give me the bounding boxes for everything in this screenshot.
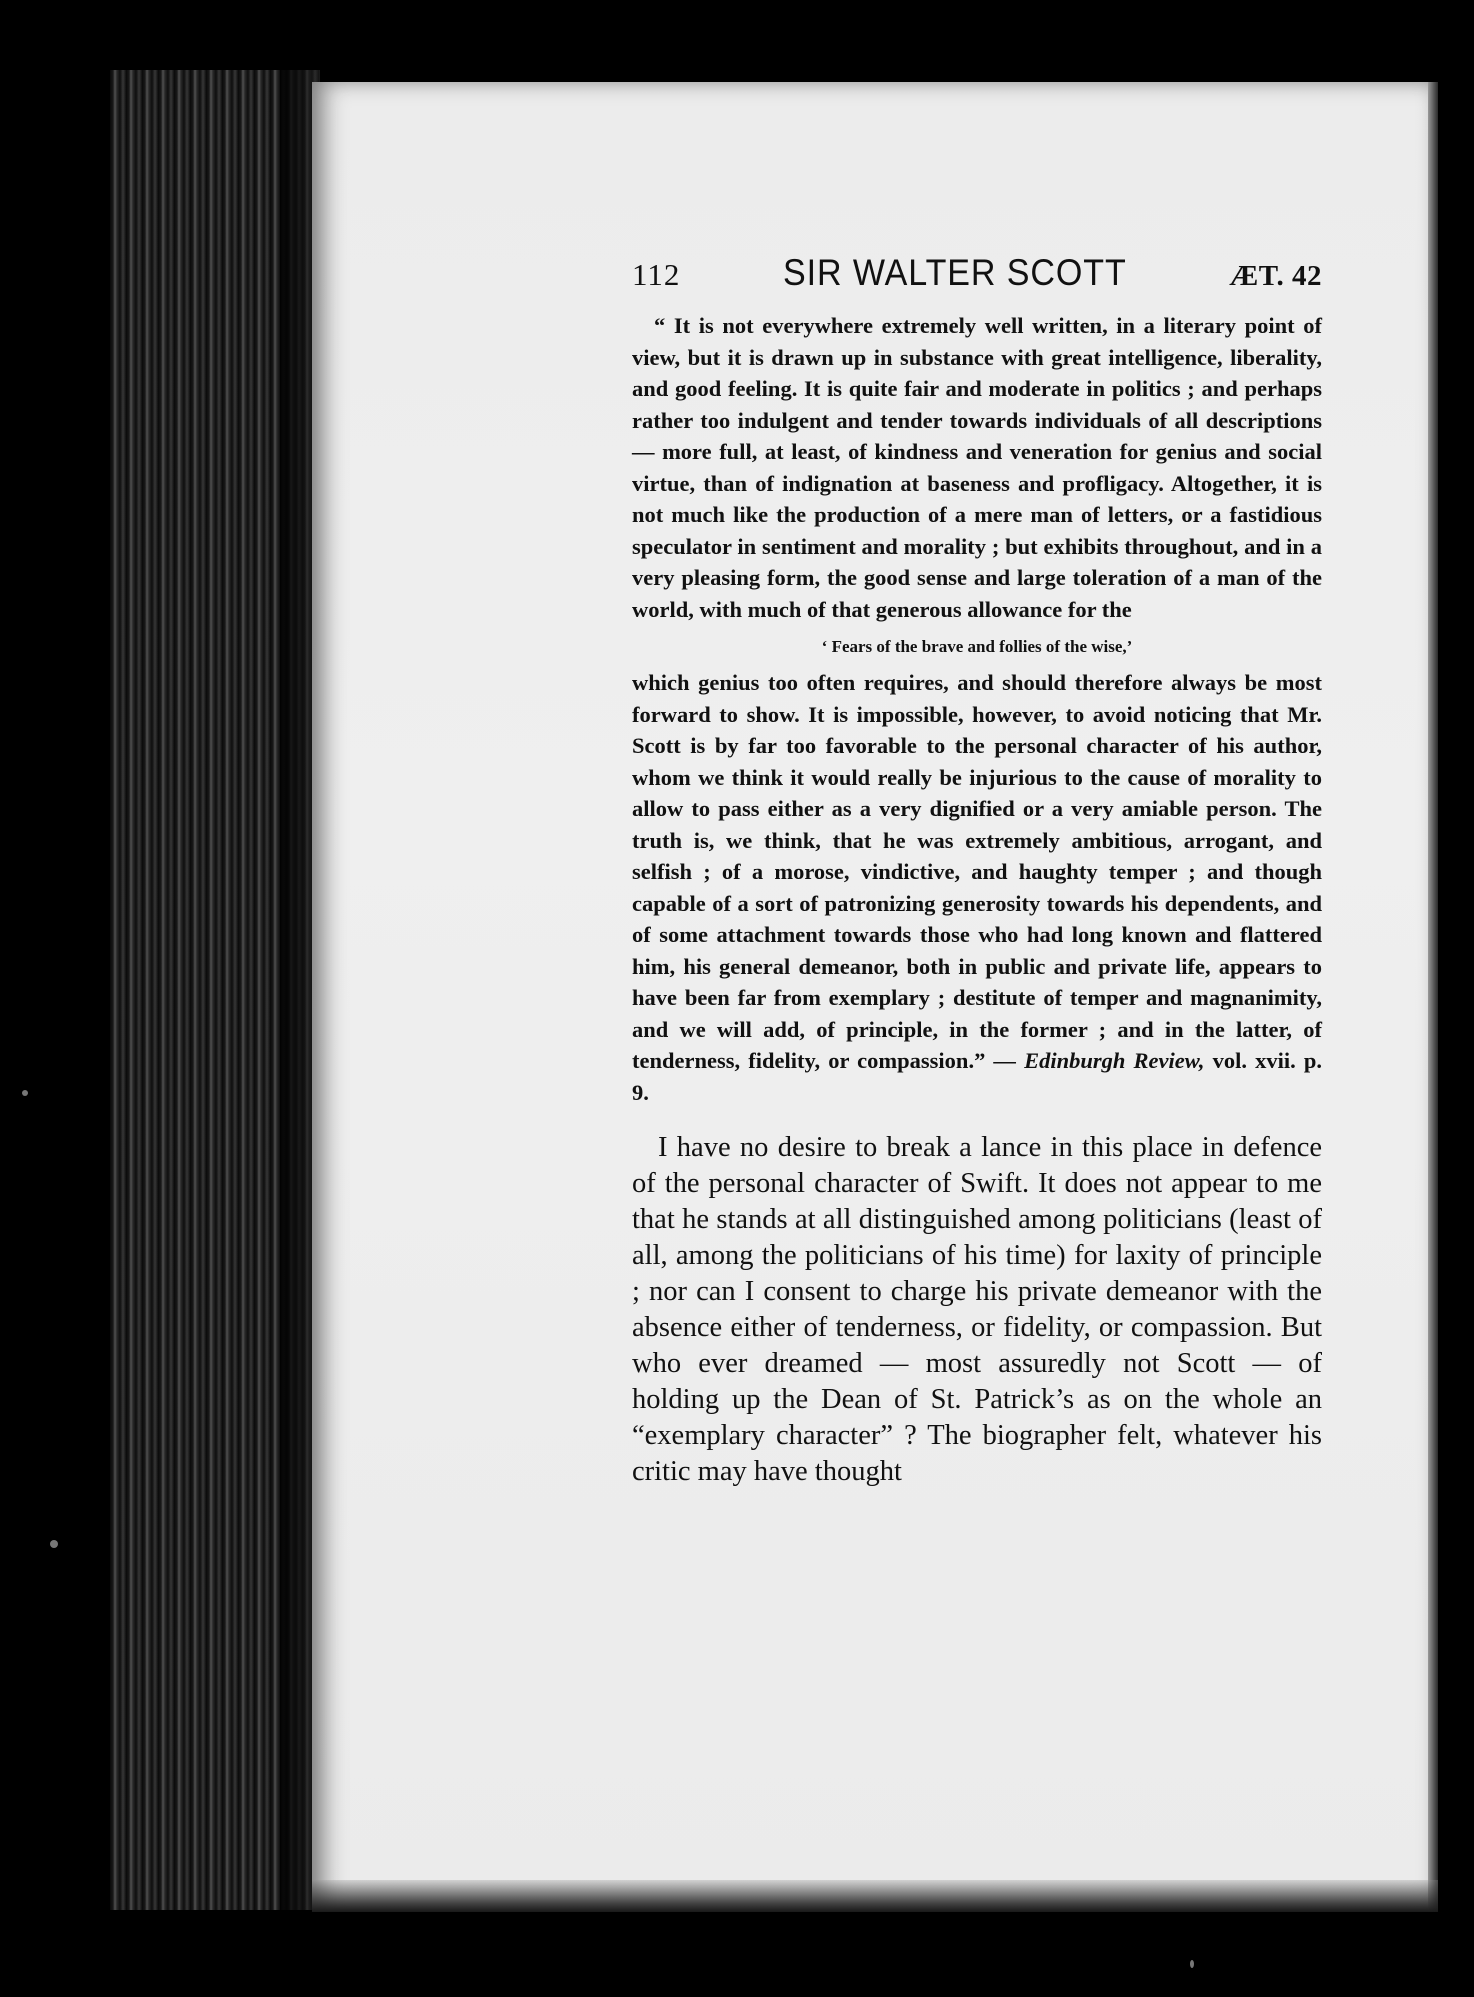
scan-speck (50, 1540, 58, 1548)
running-title: SIR WALTER SCOTT (782, 252, 1127, 293)
source-citation: vol. xvii. p. 9. (632, 1048, 1322, 1105)
page-number: 112 (632, 257, 681, 292)
scan-speck (22, 1090, 28, 1096)
quoted-paragraph-1: “ It is not everywhere extremely well written, in a literary point of view, but it is drawn up in substance with great intelligence, liberality, and good feeling. It is quite fair and moderate in politics ; and perhaps rather too indulgent and tender towards individuals of all descriptions — more full, at least, of kindness and veneration for genius and social virtue, than of indignation at baseness and profligacy. Altogether, it is not much like the production of a mere man of letters, or a fastidious speculator in sentiment and morality ; but exhibits throughout, and in a very pleasing form, the good sense and large toleration of a man of the world, with much of that generous allowance for the (632, 313, 1322, 622)
quoted-paragraph-2-text: which genius too often requires, and should therefore always be most forward to show. It is impossible, however, to avoid noticing that Mr. Scott is by far too favorable to the personal character of his author, whom we think it would really be injurious to the cause of morality to allow to pass either as a very dignified or a very amiable person. The truth is, we think, that he was extremely ambitious, arrogant, and selfish ; of a morose, vindictive, and haughty temper ; and though capable of a sort of patronizing generosity towards his dependents, and of some attachment towards those who had long known and flattered him, his general demeanor, both in public and private life, appears to have been far from exemplary ; destitute of temper and magnanimity, and we will add, of principle, in the former ; and in the latter, of tenderness, fidelity, or compassion.” — (632, 670, 1322, 1073)
source-title: Edinburgh Review, (1024, 1048, 1205, 1073)
body-paragraph: I have no desire to break a lance in this place in defence of the personal character of Swift. It does not appear to me that he stands at all distinguished among politicians (least of all, among the politicians of his time) for laxity of principle ; nor can I consent to charge his private demeanor with the absence either of tenderness, or fidelity, or compassion. But who ever dreamed — most assuredly not Scott — of holding up the Dean of St. Patrick’s as on the whole an “exemplary character” ? The biographer felt, whatever his critic may have thought (632, 1132, 1322, 1487)
quoted-verse: ‘ Fears of the brave and follies of the wise,’ (821, 637, 1133, 656)
quoted-paragraph-2 (632, 667, 1322, 1108)
scan-speck (1190, 1960, 1194, 1968)
age-marker: ÆT. 42 (1229, 260, 1322, 292)
running-head (632, 252, 1322, 302)
page-bottom-edge (312, 1880, 1438, 1912)
page-right-edge (1428, 82, 1438, 1912)
text-block (632, 252, 1322, 1490)
